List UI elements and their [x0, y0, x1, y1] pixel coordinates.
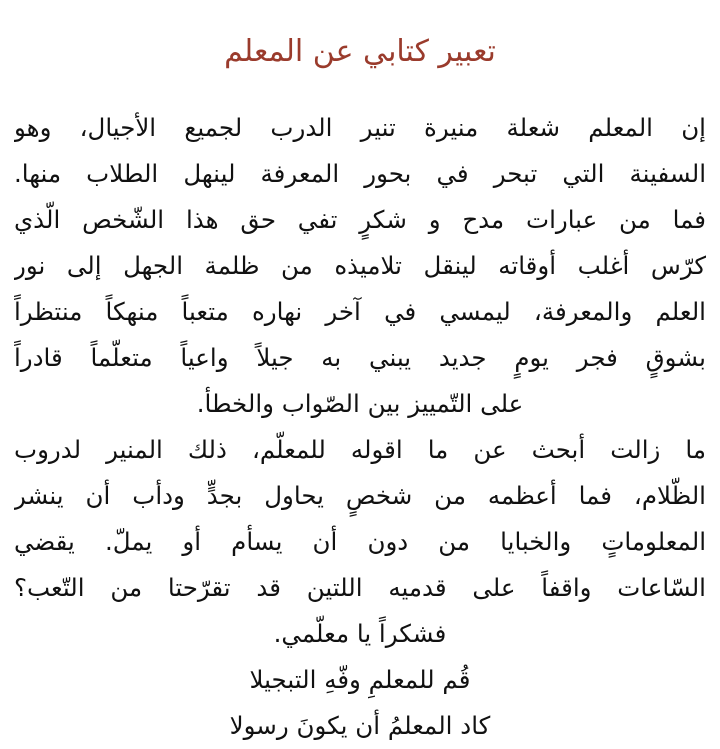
essay-line-6: بشوقٍ فجر يومٍ جديد يبني به جيلاً واعياً متعلّماً قادراً — [14, 343, 706, 372]
essay-line-10: المعلوماتٍ والخبايا من دون أن يسأم أو يملّ. يقضي — [14, 527, 706, 556]
essay-line-9: الظّلام، فما أعظمه من شخصٍ يحاول بجدٍّ ودأب أن ينشر — [14, 481, 706, 510]
poem-line-1: قُم للمعلمِ وفّهِ التبجيلا — [249, 665, 471, 694]
essay-line-3: فما من عبارات مدح و شكرٍ تفي حق هذا الشّخص الّذي — [14, 205, 706, 234]
document-title: تعبير كتابي عن المعلم — [224, 34, 496, 69]
essay-line-11: السّاعات واقفاً على قدميه اللتين قد تقرّحتا من التّعب؟ — [14, 573, 706, 602]
poem-line-2: كاد المعلمُ أن يكونَ رسولا — [229, 711, 491, 740]
essay-line-12: فشكراً يا معلّمي. — [273, 619, 447, 648]
essay-line-1: إن المعلم شعلة منيرة تنير الدرب لجميع الأجيال، وهو — [14, 113, 706, 142]
essay-line-5: العلم والمعرفة، ليمسي في آخر نهاره متعباً منهكاً منتظراً — [14, 297, 706, 326]
essay-line-4: كرّس أغلب أوقاته لينقل تلاميذه من ظلمة الجهل إلى نور — [14, 251, 706, 280]
essay-line-2: السفينة التي تبحر في بحور المعرفة لينهل الطلاب منها. — [14, 159, 706, 188]
essay-body — [14, 105, 706, 749]
essay-line-7: على التّمييز بين الصّواب والخطأ. — [196, 389, 524, 418]
essay-line-8: ما زالت أبحث عن ما اقوله للمعلّم، ذلك المنير لدروب — [14, 435, 706, 464]
